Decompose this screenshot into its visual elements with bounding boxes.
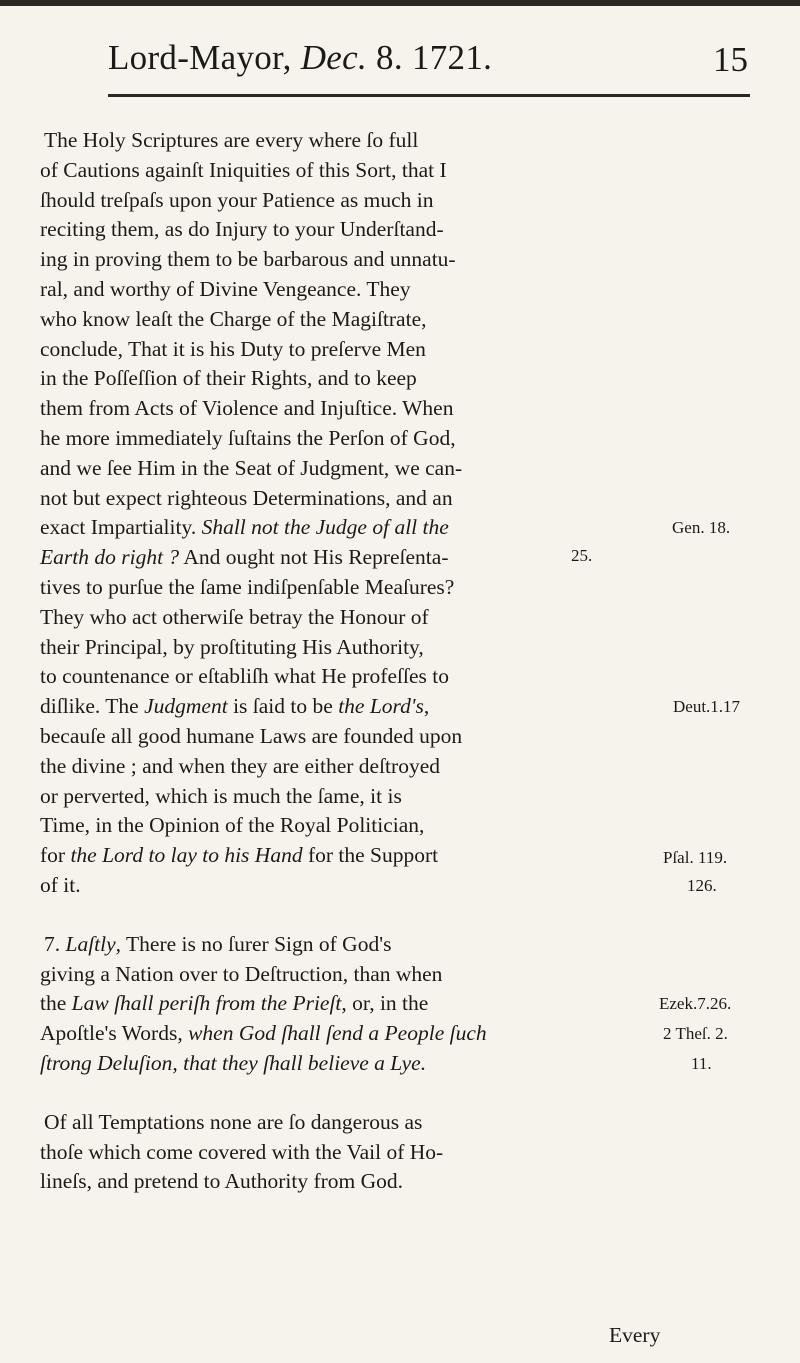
margin-note-psalm: Pſal. 119. (663, 848, 728, 868)
margin-note-genesis: Gen. 18. (672, 518, 731, 538)
running-head (108, 38, 492, 78)
text-line: thoſe which come covered with the Vail of Ho- (40, 1139, 444, 1164)
text-line: of it. 126. (40, 871, 780, 901)
text-line: giving a Nation over to Deſtruction, than when (40, 961, 443, 986)
scripture-quote: Shall not the Judge of all the (201, 515, 449, 540)
text-line: the Law ſhall periſh from the Prieſt, or, in the Ezek.7.26. (40, 989, 780, 1019)
text-line: diſlike. The Judgment is ſaid to be the Lord's, Deut.1.17 (40, 692, 780, 722)
paragraph-temptations (40, 1108, 780, 1197)
text-line: Earth do right ? And ought not His Repreſenta- 25. (40, 543, 780, 573)
margin-note-ezekiel: Ezek.7.26. (659, 994, 732, 1014)
text-line: Time, in the Opinion of the Royal Politician, (40, 813, 425, 838)
text-line: for the Lord to lay to his Hand for the Support Pſal. 119. (40, 841, 780, 871)
margin-note-genesis-verse: 25. (571, 546, 593, 566)
text-line: conclude, That it is his Duty to preſerve Men (40, 336, 426, 361)
margin-note-deuteronomy: Deut.1.17 (673, 697, 741, 717)
text-line: Apoſtle's Words, when God ſhall ſend a People ſuch 2 Theſ. 2. (40, 1019, 780, 1049)
text-line: he more immediately ſuſtains the Perſon of God, (40, 425, 456, 450)
margin-note-thessalonians-verse: 11. (691, 1053, 712, 1073)
text-line: exact Impartiality. Shall not the Judge of all the Gen. 18. (40, 513, 780, 543)
text-line: The Holy Scriptures are every where ſo full (44, 128, 419, 152)
top-border-rule (0, 0, 800, 6)
text-line: or perverted, which is much the ſame, it is (40, 783, 402, 808)
text-line: not but expect righteous Determinations, and an (40, 485, 453, 510)
running-head-date: 8. 1721. (367, 38, 493, 77)
text-line: them from Acts of Violence and Injuſtice. When (40, 396, 454, 421)
running-head-title: Lord-Mayor, (108, 38, 301, 77)
text-line: and we ſee Him in the Seat of Judgment, we can- (40, 455, 463, 480)
page-number: 15 (713, 40, 748, 79)
text-line: the divine ; and when they are either deſtroyed (40, 753, 440, 778)
margin-note-thessalonians: 2 Theſ. 2. (663, 1024, 728, 1044)
text-line: 7. Laſtly, There is no ſurer Sign of God's (44, 931, 392, 956)
text-line: They who act otherwiſe betray the Honour of (40, 604, 429, 629)
margin-note-psalm-verse: 126. (687, 875, 717, 895)
body-text (40, 126, 780, 1197)
page-header (108, 38, 748, 94)
text-line: ſtrong Deluſion, that they ſhall believe a Lye. 11. (40, 1049, 780, 1079)
text-line: ral, and worthy of Divine Vengeance. They (40, 276, 411, 301)
text-line: ing in proving them to be barbarous and unnatu- (40, 247, 456, 272)
text-line: their Principal, by proſtituting His Authority, (40, 634, 424, 659)
catchword: Every (609, 1323, 661, 1347)
header-rule (108, 94, 750, 97)
text-line: in the Poſſeſſion of their Rights, and to keep (40, 366, 417, 391)
scripture-quote: Earth do right ? (40, 545, 180, 570)
text-line: tives to purſue the ſame indiſpenſable Meaſures? (40, 574, 455, 599)
text-line: to countenance or eſtabliſh what He profeſſes to (40, 664, 449, 689)
paragraph-lastly (40, 930, 780, 1079)
text-line: ſhould treſpaſs upon your Patience as much in (40, 187, 434, 212)
running-head-month: Dec. (300, 38, 367, 77)
text-line: lineſs, and pretend to Authority from God. (40, 1169, 404, 1194)
text-line: who know leaſt the Charge of the Magiſtrate, (40, 306, 427, 331)
text-line: becauſe all good humane Laws are founded upon (40, 723, 463, 748)
text-line: of Cautions againſt Iniquities of this Sort, that I (40, 157, 447, 182)
text-line: Of all Temptations none are ſo dangerous as (44, 1109, 423, 1134)
paragraph-holy-scriptures (40, 126, 780, 901)
text-line: reciting them, as do Injury to your Underſtand- (40, 217, 444, 242)
